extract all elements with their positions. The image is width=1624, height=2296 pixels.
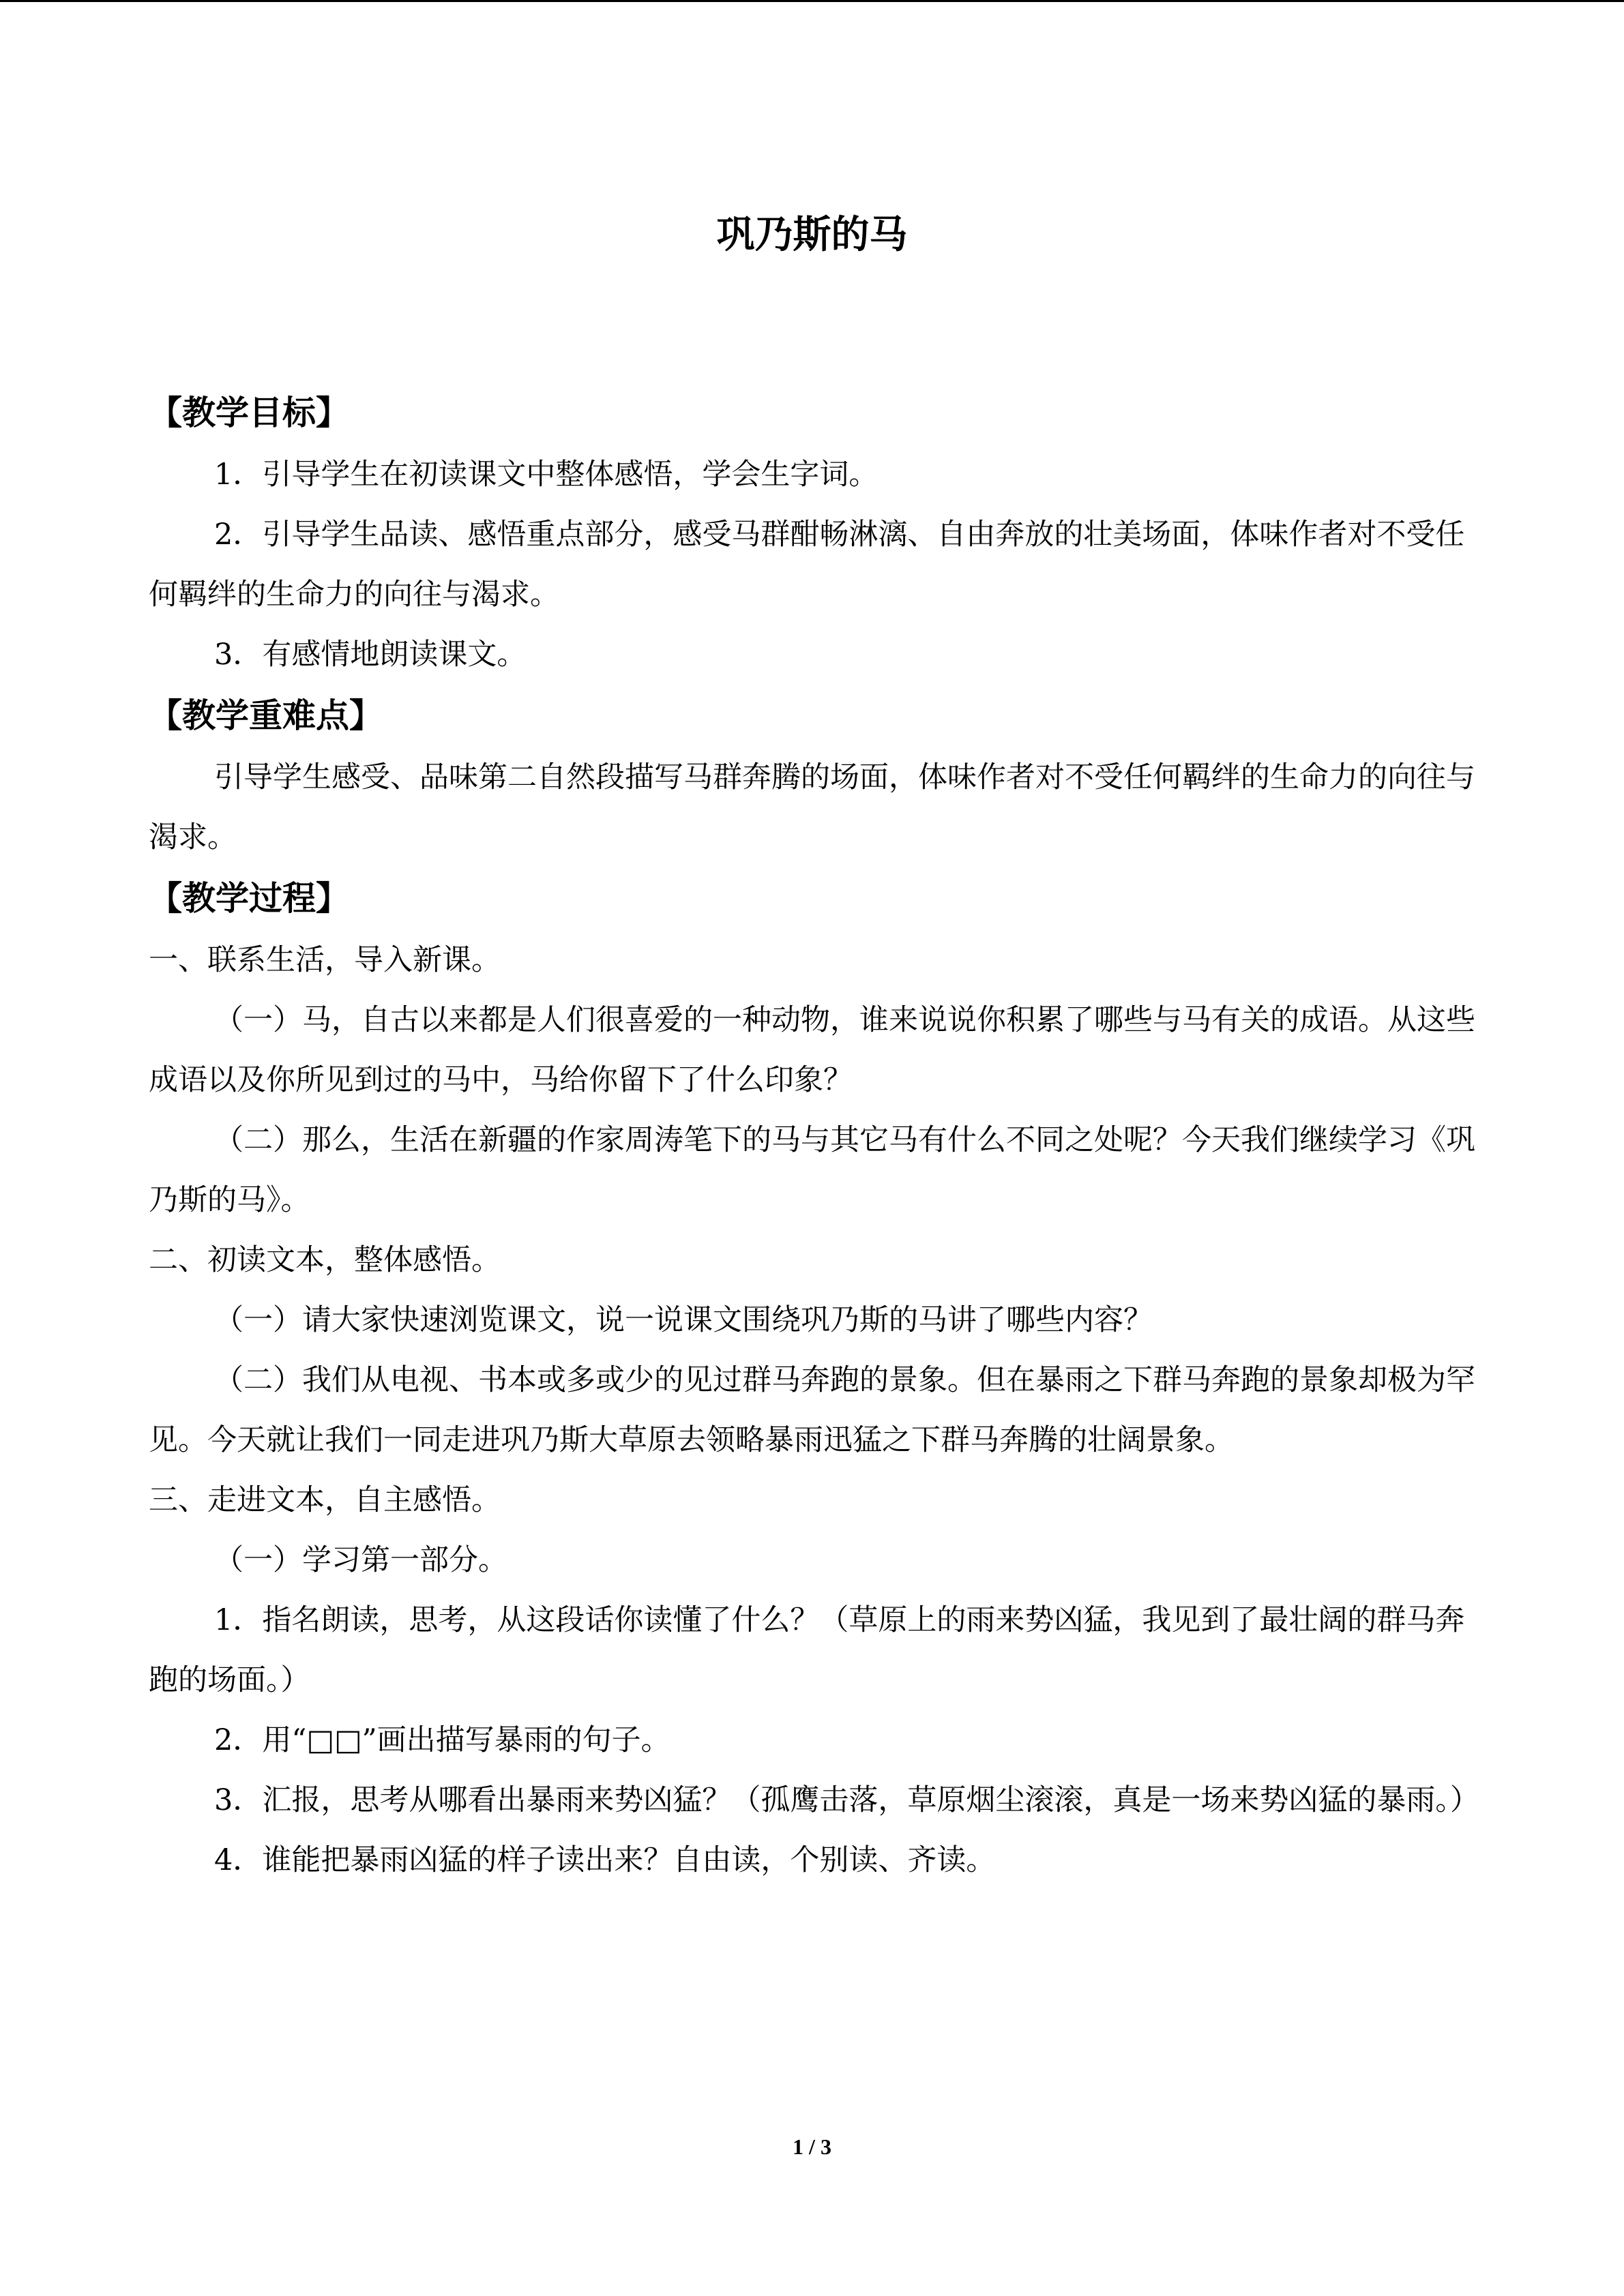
process-part-3-subtitle: （一）学习第一部分。 [214,1543,507,1577]
objective-item-2: 2．引导学生品读、感悟重点部分，感受马群酣畅淋漓、自由奔放的壮美场面，体味作者对不受任何羁绊的生命力的向往与渴求。 [149,518,1465,612]
key-difficulties-text: 引导学生感受、品味第二自然段描写马群奔腾的场面，体味作者对不受任何羁绊的生命力的向往与渴求。 [149,760,1475,854]
objective-item-1: 1．引导学生在初读课文中整体感悟，学会生字词。 [214,458,879,492]
process-part-3-item-2: 2．用“□□”画出描写暴雨的句子。 [214,1723,670,1757]
process-part-3-item-1: 1．指名朗读，思考，从这段话你读懂了什么？（草原上的雨来势凶猛，我见到了最壮阔的群马奔跑的场面。） [149,1603,1465,1697]
process-part-2-item-1: （一）请大家快速浏览课文，说一说课文围绕巩乃斯的马讲了哪些内容？ [214,1303,1153,1337]
process-part-1-item-2: （二）那么，生活在新疆的作家周涛笔下的马与其它马有什么不同之处呢？今天我们继续学习《巩乃斯的马》。 [149,1123,1475,1217]
heading-teaching-process: 【教学过程】 [149,879,350,918]
page-number: 1 / 3 [793,2134,831,2159]
process-part-2-title: 二、初读文本，整体感悟。 [149,1243,501,1277]
process-part-3-title: 三、走进文本，自主感悟。 [149,1483,501,1517]
process-part-3-item-4: 4．谁能把暴雨凶猛的样子读出来？自由读，个别读、齐读。 [214,1843,996,1877]
process-part-2-item-2: （二）我们从电视、书本或多或少的见过群马奔跑的景象。但在暴雨之下群马奔跑的景象却极为罕见。今天就让我们一同走进巩乃斯大草原去领略暴雨迅猛之下群马奔腾的壮阔景象。 [149,1363,1475,1457]
document-body [149,382,1479,1890]
process-part-1-title: 一、联系生活，导入新课。 [149,943,501,977]
objective-item-3: 3．有感情地朗读课文。 [214,638,527,672]
document-page [149,0,1479,2296]
heading-teaching-objectives: 【教学目标】 [149,393,350,432]
process-part-3-item-3: 3．汇报，思考从哪看出暴雨来势凶猛？（孤鹰击落，草原烟尘滚滚，真是一场来势凶猛的暴雨。） [214,1783,1479,1817]
process-part-1-item-1: （一）马，自古以来都是人们很喜爱的一种动物，谁来说说你积累了哪些与马有关的成语。从这些成语以及你所见到过的马中，马给你留下了什么印象？ [149,1003,1475,1097]
heading-key-difficulties: 【教学重难点】 [149,696,383,735]
document-title: 巩乃斯的马 [716,213,908,257]
